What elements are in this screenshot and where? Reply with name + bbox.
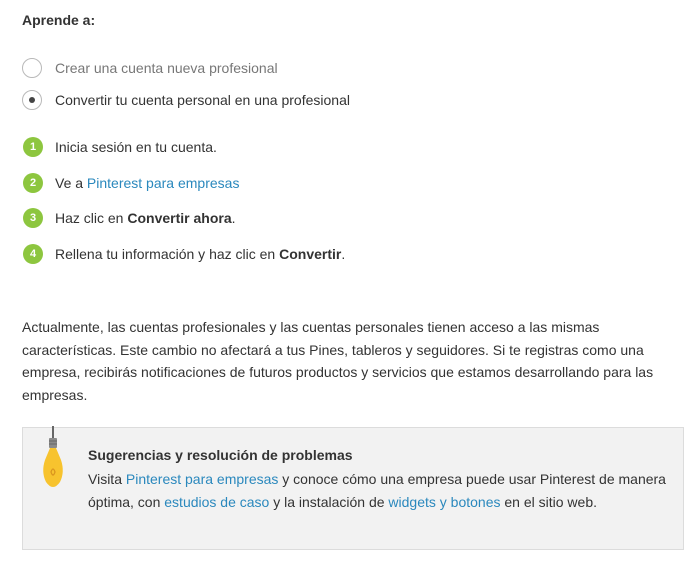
radio-selected[interactable]: [22, 90, 42, 110]
option-label: Convertir tu cuenta personal en una profesional: [55, 92, 350, 108]
tips-title: Sugerencias y resolución de problemas: [88, 447, 353, 463]
step-text-suffix: .: [341, 246, 346, 262]
step-text: Inicia sesión en tu cuenta.: [55, 139, 217, 155]
tips-text: y conoce cómo una empresa puede usar Pinterest de manera óptima, con: [88, 471, 666, 510]
step-bold-text: Convertir: [279, 246, 342, 262]
page-heading: Aprende a:: [22, 12, 96, 28]
step-2: [23, 173, 239, 193]
step-text-suffix: .: [231, 210, 236, 226]
step-text: [55, 210, 236, 226]
step-1: [23, 137, 217, 157]
case-studies-link[interactable]: estudios de caso: [164, 493, 270, 510]
tips-box: [22, 427, 684, 550]
tips-text: Visita: [88, 471, 126, 487]
step-number-badge: 1: [23, 137, 43, 157]
step-text-prefix: Rellena tu información y haz clic en: [55, 246, 280, 262]
step-text-prefix: Ve a: [55, 175, 87, 191]
option-create-business-account[interactable]: [22, 58, 278, 78]
tips-text: en el sitio web.: [500, 493, 597, 510]
lightbulb-icon: [38, 426, 68, 501]
option-convert-personal-account[interactable]: [22, 90, 350, 110]
pinterest-business-link[interactable]: Pinterest para empresas: [125, 471, 279, 487]
step-number-badge: 2: [23, 173, 43, 193]
radio-dot: [29, 97, 35, 103]
pinterest-business-link[interactable]: Pinterest para empresas: [86, 175, 240, 191]
step-text: [55, 246, 345, 262]
widgets-buttons-link[interactable]: widgets y botones: [388, 493, 501, 510]
step-number-badge: 4: [23, 244, 43, 264]
tips-body: [88, 468, 673, 513]
radio-unselected[interactable]: [22, 58, 42, 78]
step-3: [23, 208, 236, 228]
step-text: [55, 175, 239, 191]
step-text-prefix: Haz clic en: [55, 210, 128, 226]
step-number-badge: 3: [23, 208, 43, 228]
option-label: Crear una cuenta nueva profesional: [55, 60, 278, 76]
step-4: [23, 244, 345, 264]
info-paragraph: Actualmente, las cuentas profesionales y las cuentas personales tienen acceso a las mismas características. Este cambio no afectará a tus Pines, tableros y seguidores. Si te registras como una empresa, recibirás notificaciones de futuros productos y servicios que estamos desarrollando para las empresas.: [22, 319, 654, 403]
tips-text: y la instalación de: [269, 493, 389, 510]
step-bold-text: Convertir ahora: [127, 210, 232, 226]
